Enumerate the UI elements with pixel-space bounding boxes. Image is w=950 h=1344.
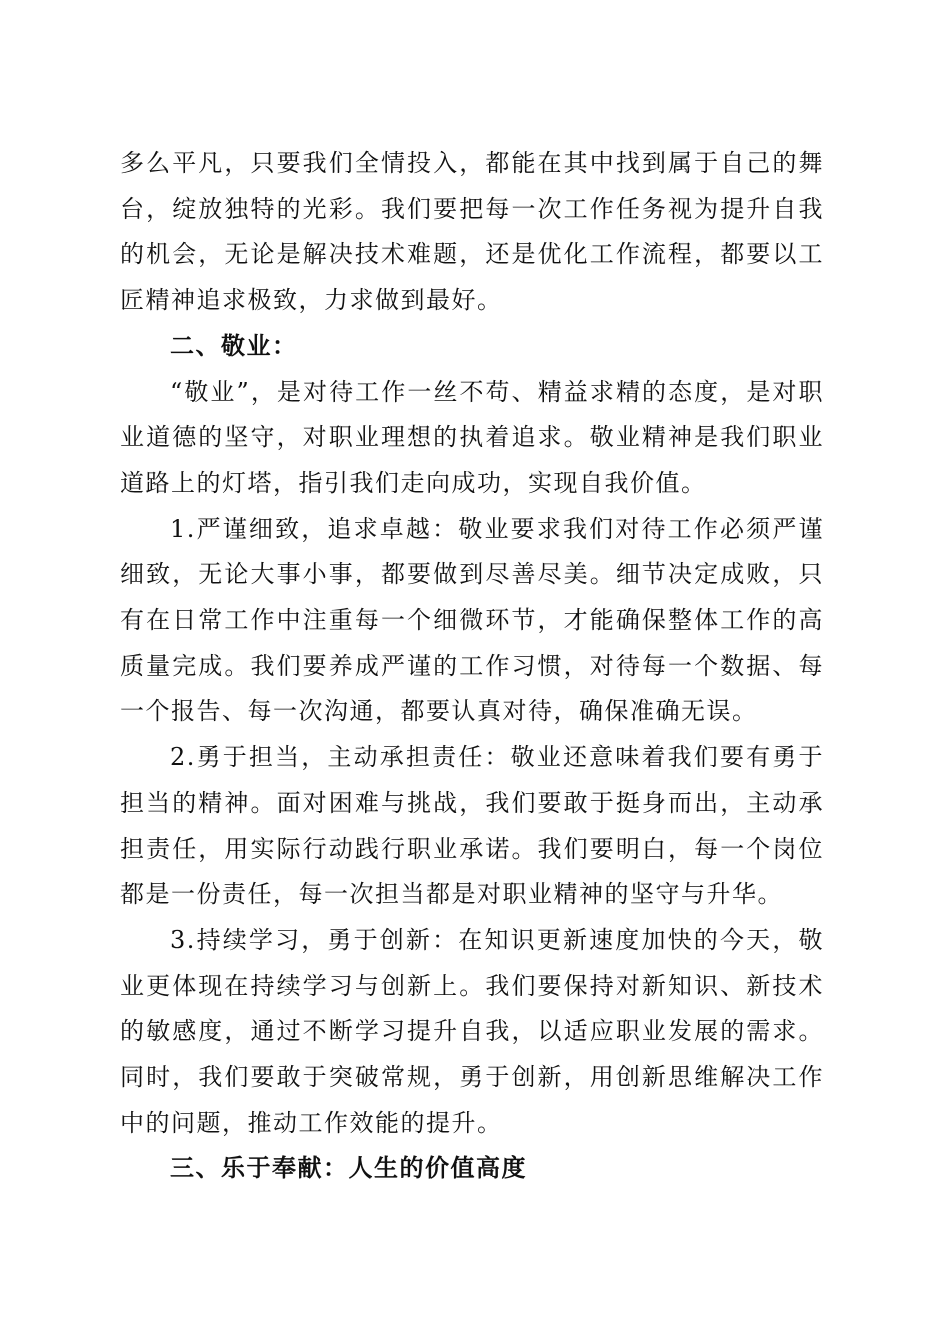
document-body: [120, 141, 824, 1192]
paragraph-point-1: 1.严谨细致，追求卓越：敬业要求我们对待工作必须严谨细致，无论大事小事，都要做到尽善尽美。细节决定成败，只有在日常工作中注重每一个细微环节，才能确保整体工作的高质量完成。我们要养成严谨的工作习惯，对待每一个数据、每一个报告、每一次沟通，都要认真对待，确保准确无误。: [120, 514, 824, 726]
section-heading-3: 三、乐于奉献：人生的价值高度: [170, 1154, 527, 1183]
paragraph-dedication-intro: “敬业”，是对待工作一丝不苟、精益求精的态度，是对职业道德的坚守，对职业理想的执着追求。敬业精神是我们职业道路上的灯塔，指引我们走向成功，实现自我价值。: [120, 377, 824, 497]
section-heading-2: 二、敬业：: [170, 331, 298, 360]
paragraph-point-3: 3.持续学习，勇于创新：在知识更新速度加快的今天，敬业更体现在持续学习与创新上。我们要保持对新知识、新技术的敏感度，通过不断学习提升自我，以适应职业发展的需求。同时，我们要敢于突破常规，勇于创新，用创新思维解决工作中的问题，推动工作效能的提升。: [120, 925, 824, 1137]
paragraph-continuation: 多么平凡，只要我们全情投入，都能在其中找到属于自己的舞台，绽放独特的光彩。我们要把每一次工作任务视为提升自我的机会，无论是解决技术难题，还是优化工作流程，都要以工匠精神追求极致，力求做到最好。: [120, 149, 824, 315]
paragraph-point-2: 2.勇于担当，主动承担责任：敬业还意味着我们要有勇于担当的精神。面对困难与挑战，我们要敢于挺身而出，主动承担责任，用实际行动践行职业承诺。我们要明白，每一个岗位都是一份责任，每一次担当都是对职业精神的坚守与升华。: [120, 743, 824, 909]
